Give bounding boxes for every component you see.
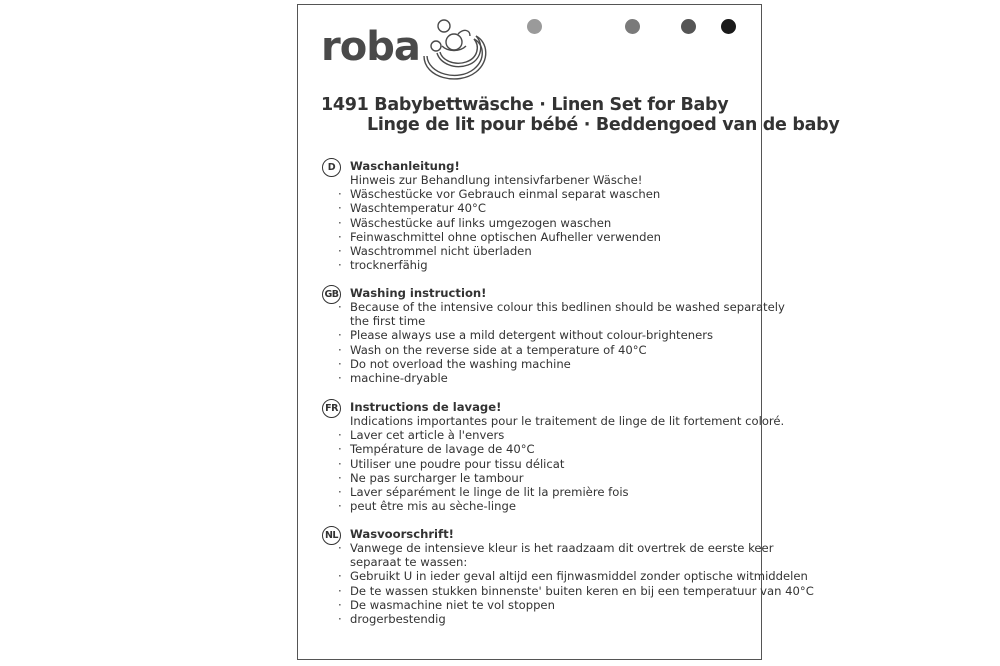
language-badge-gb: GB: [322, 285, 341, 304]
list-item: · Laver séparément le linge de lit la première fois: [350, 485, 752, 499]
list-item: · Because of the intensive colour this bedlinen should be washed separately: [350, 300, 752, 314]
list-item: · Waschtemperatur 40°C: [350, 201, 752, 215]
list-item: · Wash on the reverse side at a temperature of 40°C: [350, 343, 752, 357]
list-item: · drogerbestendig: [350, 612, 752, 626]
list-item: · Ne pas surcharger le tambour: [350, 471, 752, 485]
list-item: · Waschtrommel nicht überladen: [350, 244, 752, 258]
list-item: · Please always use a mild detergent without colour-brighteners: [350, 328, 752, 342]
color-dot: [625, 19, 640, 34]
list-item: · Laver cet article à l'envers: [350, 428, 752, 442]
section-dutch: [322, 527, 814, 626]
language-badge-nl: NL: [322, 526, 341, 545]
list-item: · machine-dryable: [350, 371, 752, 385]
list-item: · De wasmachine niet te vol stoppen: [350, 598, 752, 612]
section-heading: Wasvoorschrift!: [350, 527, 454, 541]
list-item: · Feinwaschmittel ohne optischen Aufheller verwenden: [350, 230, 752, 244]
color-dot: [527, 19, 542, 34]
language-badge-d: D: [322, 158, 341, 177]
list-item: · Température de lavage de 40°C: [350, 442, 752, 456]
section-intro: Hinweis zur Behandlung intensivfarbener Wäsche!: [350, 173, 643, 188]
color-dot: [681, 19, 696, 34]
color-dot: [721, 19, 736, 34]
section-heading: Waschanleitung!: [350, 159, 460, 173]
section-intro: Indications importantes pour le traitement de linge de lit fortement coloré.: [350, 414, 785, 429]
instruction-sheet: [297, 4, 840, 660]
section-french: [322, 400, 785, 514]
title-line-1: 1491 Babybettwäsche · Linen Set for Baby: [321, 95, 729, 115]
list-item: · Do not overload the washing machine: [350, 357, 752, 371]
list-item: · De te wassen stukken binnenste' buiten keren en bij een temperatuur van 40°C: [350, 584, 752, 598]
document-title: [321, 95, 840, 135]
title-line-2: Linge de lit pour bébé · Beddengoed van de baby: [367, 115, 840, 135]
list-item: · peut être mis au sèche-linge: [350, 499, 752, 513]
list-item: · Wäschestücke vor Gebrauch einmal separat waschen: [350, 187, 752, 201]
list-item: · Utiliser une poudre pour tissu délicat: [350, 457, 752, 471]
section-heading: Instructions de lavage!: [350, 400, 502, 414]
list-item: · Gebruikt U in ieder geval altijd een fijnwasmiddel zonder optische witmiddelen: [350, 569, 752, 583]
list-item: · trocknerfähig: [350, 258, 752, 272]
list-item: · Vanwege de intensieve kleur is het raadzaam dit overtrek de eerste keer: [350, 541, 752, 555]
list-item: separaat te wassen:: [350, 555, 468, 570]
section-heading: Washing instruction!: [350, 286, 487, 300]
list-item: the first time: [350, 314, 426, 329]
list-item: · Wäschestücke auf links umgezogen waschen: [350, 216, 752, 230]
language-badge-fr: FR: [322, 399, 341, 418]
baby-logo-icon: [414, 16, 498, 84]
section-english: [322, 286, 785, 385]
brand-logo-text: roba: [321, 24, 420, 70]
section-german: [322, 159, 752, 272]
